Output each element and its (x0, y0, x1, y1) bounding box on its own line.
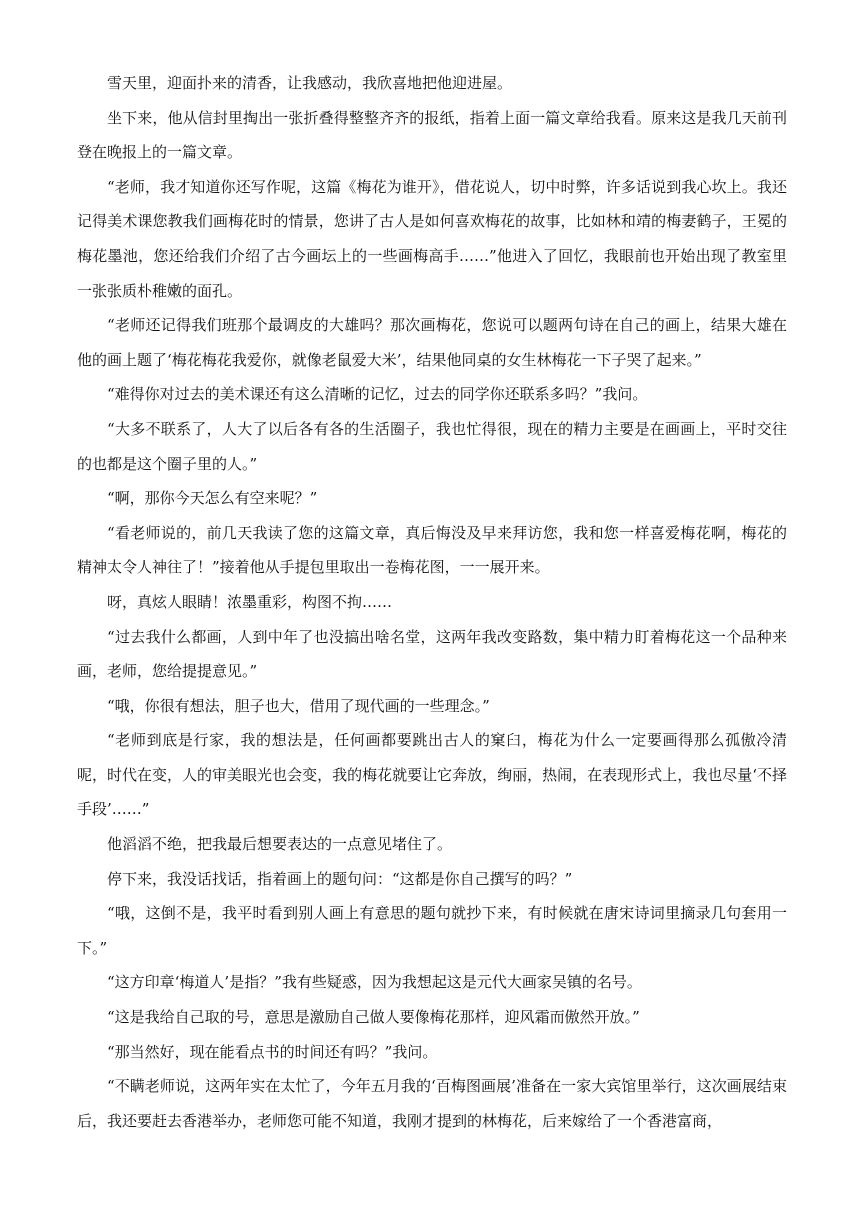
paragraph: “哦，这倒不是，我平时看到别人画上有意思的题句就抄下来，有时候就在唐宋诗词里摘录几句套用一下。” (77, 904, 787, 957)
paragraph: “不瞒老师说，这两年实在太忙了，今年五月我的‘百梅图画展’准备在一家大宾馆里举行，这次画展结束后，我还要赶去香港举办，老师您可能不知道，我刚才提到的林梅花，后来嫁给了一个香港富商， (77, 1077, 787, 1130)
paragraph: “啊，那你今天怎么有空来呢？” (107, 489, 318, 508)
paragraph: 雪天里，迎面扑来的清香，让我感动，我欣喜地把他迎进屋。 (107, 74, 513, 92)
paragraph: “难得你对过去的美术课还有这么清晰的记忆，过去的同学你还联系多吗？”我问。 (107, 385, 648, 404)
paragraph: 停下来，我没话找话，指着画上的题句问：“这都是你自己撰写的吗？” (107, 869, 573, 888)
paragraph: “哦，你很有想法，胆子也大，借用了现代画的一些理念。” (107, 696, 490, 715)
paragraph: “这方印章‘梅道人’是指？”我有些疑惑，因为我想起这是元代大画家吴镇的名号。 (107, 973, 642, 992)
paragraph: “那当然好，现在能看点书的时间还有吗？”我问。 (107, 1042, 438, 1061)
paragraph: 呀，真炫人眼睛！浓墨重彩，构图不拘…… (107, 592, 393, 611)
article-body (77, 66, 787, 1138)
paragraph: 他滔滔不绝，把我最后想要表达的一点意见堵住了。 (107, 835, 453, 854)
paragraph: “看老师说的，前几天我读了您的这篇文章，真后悔没及早来拜访您，我和您一样喜爱梅花啊，梅花的精神太令人神往了！”接着他从手提包里取出一卷梅花图，一一展开来。 (77, 523, 787, 577)
paragraph: “老师到底是行家，我的想法是，任何画都要跳出古人的窠臼，梅花为什么一定要画得那么孤傲冷清呢，时代在变，人的审美眼光也会变，我的梅花就要让它奔放，绚丽，热闹，在表现形式上，我也尽量‘不择手段’……” (77, 731, 787, 819)
paragraph: “过去我什么都画，人到中年了也没搞出啥名堂，这两年我改变路数，集中精力盯着梅花这一个品种来画，老师，您给提提意见。” (77, 627, 787, 681)
paragraph: “老师还记得我们班那个最调皮的大雄吗？那次画梅花，您说可以题两句诗在自己的画上，结果大雄在他的画上题了‘梅花梅花我爱你，就像老鼠爱大米’，结果他同桌的女生林梅花一下子哭了起来。” (77, 316, 787, 369)
paragraph: “大多不联系了，人大了以后各有各的生活圈子，我也忙得很，现在的精力主要是在画画上，平时交往的也都是这个圈子里的人。” (77, 419, 787, 473)
paragraph: “老师，我才知道你还写作呢，这篇《梅花为谁开》，借花说人，切中时弊，许多话说到我心坎上。我还记得美术课您教我们画梅花时的情景，您讲了古人是如何喜欢梅花的故事，比如林和靖的梅妻鹤子，王冕的梅花墨池，您还给我们介绍了古今画坛上的一些画梅高手……”他进入了回忆，我眼前也开始出现了教室里一张张质朴稚嫩的面孔。 (77, 177, 787, 300)
paragraph: “这是我给自己取的号，意思是激励自己做人要像梅花那样，迎风霜而傲然开放。” (107, 1008, 640, 1027)
paragraph: 坐下来，他从信封里掏出一张折叠得整整齐齐的报纸，指着上面一篇文章给我看。原来这是我几天前刊登在晚报上的一篇文章。 (77, 108, 787, 162)
